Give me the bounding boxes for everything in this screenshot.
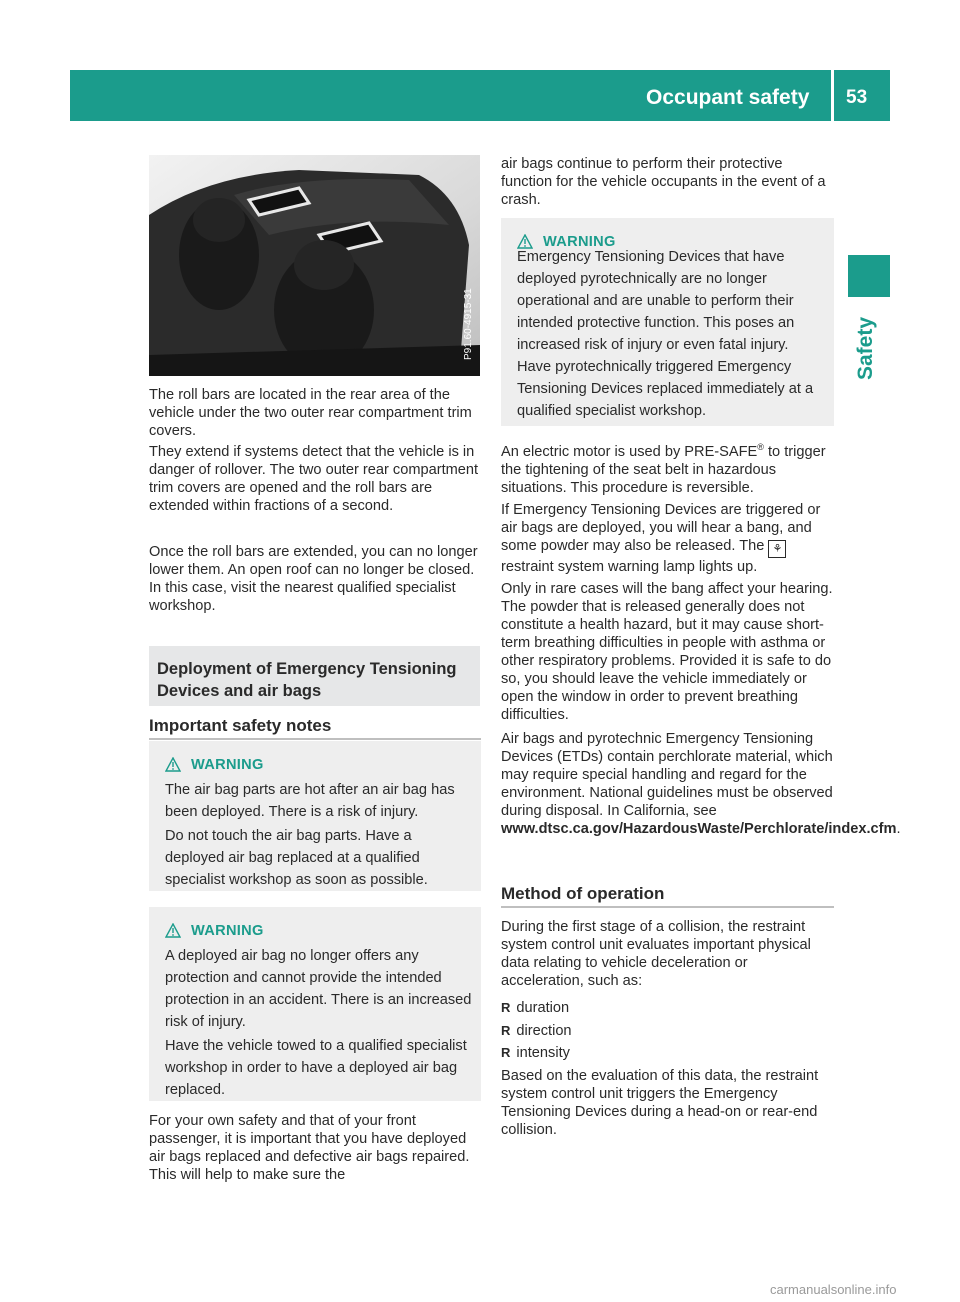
paragraph: The roll bars are located in the rear area of the vehicle under the two outer rear compartment trim covers.	[149, 387, 472, 439]
warning-text: Do not touch the air bag parts. Have a deployed air bag replaced at a qualified specialist workshop as soon as possible.	[165, 828, 428, 888]
bullet-list	[501, 997, 572, 1065]
side-tab-marker	[848, 255, 890, 297]
paragraph: They extend if systems detect that the vehicle is in danger of rollover. The two outer rear compartment trim covers are opened and the roll bars are extended within fractions of a second.	[149, 444, 479, 514]
paragraph: Air bags and pyrotechnic Emergency Tensioning Devices (ETDs) contain perchlorate material, which may require special handling and regard for the environment. National guidelines must be observed during disposal. In California, see www.dtsc.ca.gov/HazardousWaste/Perchlorate/index.cfm.	[501, 731, 901, 837]
warning-text: A deployed air bag no longer offers any protection and cannot provide the intended protection in an accident. There is an increased risk of injury.	[165, 948, 472, 1030]
warning-box	[149, 741, 481, 891]
section-heading-box	[149, 646, 480, 706]
header-separator	[831, 70, 834, 121]
disposal-url: www.dtsc.ca.gov/HazardousWaste/Perchlorate/index.cfm	[501, 821, 897, 837]
watermark: carmanualsonline.info	[770, 1282, 897, 1297]
warning-icon	[165, 757, 181, 772]
warning-icon	[165, 923, 181, 938]
paragraph: Once the roll bars are extended, you can no longer lower them. An open roof can no longer be closed. In this case, visit the nearest qualified specialist workshop.	[149, 544, 478, 614]
section-title: Deployment of Emergency Tensioning Devices and air bags	[157, 660, 457, 700]
list-item: R intensity	[501, 1042, 572, 1065]
divider	[149, 738, 481, 740]
page-title: Occupant safety	[646, 86, 810, 109]
list-item: R direction	[501, 1020, 572, 1043]
warning-text: The air bag parts are hot after an air bag has been deployed. There is a risk of injury.	[165, 782, 455, 820]
roll-bar-photo	[149, 155, 480, 376]
warning-text: Have pyrotechnically triggered Emergency Tensioning Devices replaced immediately at a qualified specialist workshop.	[517, 359, 814, 419]
list-item: R duration	[501, 997, 572, 1020]
warning-text: Have the vehicle towed to a qualified specialist workshop in order to have a deployed air bag replaced.	[165, 1038, 467, 1098]
warning-header: WARNING	[165, 923, 264, 939]
warning-header: WARNING	[165, 757, 264, 773]
subheading: Important safety notes	[149, 716, 332, 735]
paragraph: An electric motor is used by PRE-SAFE® to trigger the tightening of the seat belt in hazardous situations. This procedure is reversible.	[501, 442, 826, 496]
paragraph: air bags continue to perform their protective function for the vehicle occupants in the event of a crash.	[501, 156, 826, 208]
divider	[501, 906, 834, 908]
page-number: 53	[846, 87, 868, 108]
seatbelt-warning-icon: ⚘	[768, 540, 786, 558]
figure-code: P91.60-4915-31	[463, 288, 474, 360]
paragraph: During the first stage of a collision, the restraint system control unit evaluates important physical data relating to vehicle deceleration or acceleration, such as:	[501, 919, 811, 989]
subheading: Method of operation	[501, 884, 665, 903]
paragraph: For your own safety and that of your front passenger, it is important that you have deployed air bags replaced and defective air bags repaired. This will help to make sure the	[149, 1113, 470, 1183]
warning-box	[149, 907, 481, 1101]
paragraph: Only in rare cases will the bang affect your hearing. The powder that is released generally does not constitute a health hazard, but it may cause short-term breathing difficulties in people with asthma or other respiratory problems. Provided it is safe to do so, you should leave the vehicle immediately or open the window in order to prevent breathing difficulties.	[501, 581, 833, 723]
warning-text: Emergency Tensioning Devices that have deployed pyrotechnically are no longer operational and are unable to perform their intended protective function. This poses an increased risk of injury or even fatal injury.	[517, 249, 795, 353]
warning-header: WARNING	[517, 234, 616, 250]
side-tab-label: Safety	[854, 316, 877, 380]
paragraph: If Emergency Tensioning Devices are triggered or air bags are deployed, you will hear a bang, and some powder may also be released. The ⚘restraint system warning lamp lights up.	[501, 502, 821, 575]
warning-box	[501, 218, 834, 426]
paragraph: Based on the evaluation of this data, the restraint system control unit triggers the Emergency Tensioning Devices during a head-on or rear-end collision.	[501, 1068, 819, 1138]
